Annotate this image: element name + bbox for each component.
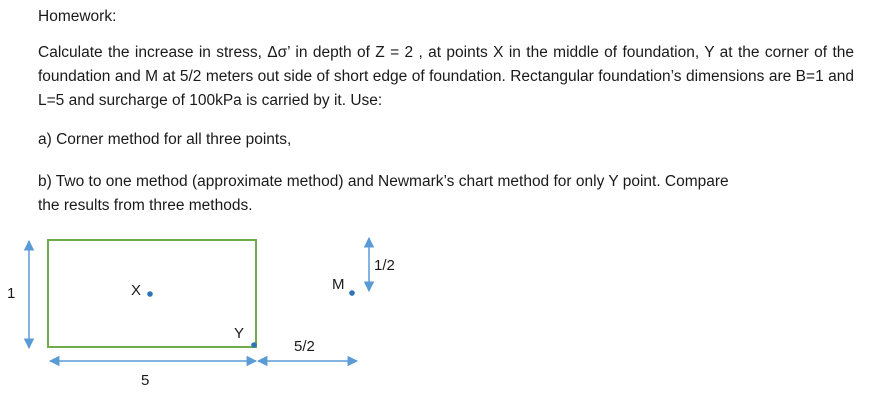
point-m-dot	[349, 290, 355, 296]
point-y-dot	[251, 342, 257, 348]
item-a: a) Corner method for all three points,	[38, 131, 292, 148]
point-m-label: M	[332, 276, 345, 293]
point-y-label: Y	[234, 325, 245, 342]
heading: Homework:	[38, 8, 117, 25]
offset-label: 5/2	[294, 338, 315, 355]
length-label: 5	[141, 372, 150, 389]
point-x-dot	[147, 291, 153, 297]
item-b-line1: b) Two to one method (approximate method) and Newmark’s chart method for only Y point. Compare	[38, 173, 729, 190]
point-x-label: X	[131, 282, 142, 299]
width-label: 1	[7, 285, 16, 302]
problem-statement: Calculate the increase in stress, Δσ’ in depth of Z = 2 , at points X in the middle of foundation, Y at the corner of the foundation and M at 5/2 meters out side of short edge of foundation. Rectangular foundation’s dimensions are B=1 and L=5 and surcharge of 100kPa is carried by it. Use:	[38, 44, 854, 109]
item-b-line2: the results from three methods.	[38, 197, 253, 214]
m-offset-label: 1/2	[374, 257, 395, 274]
